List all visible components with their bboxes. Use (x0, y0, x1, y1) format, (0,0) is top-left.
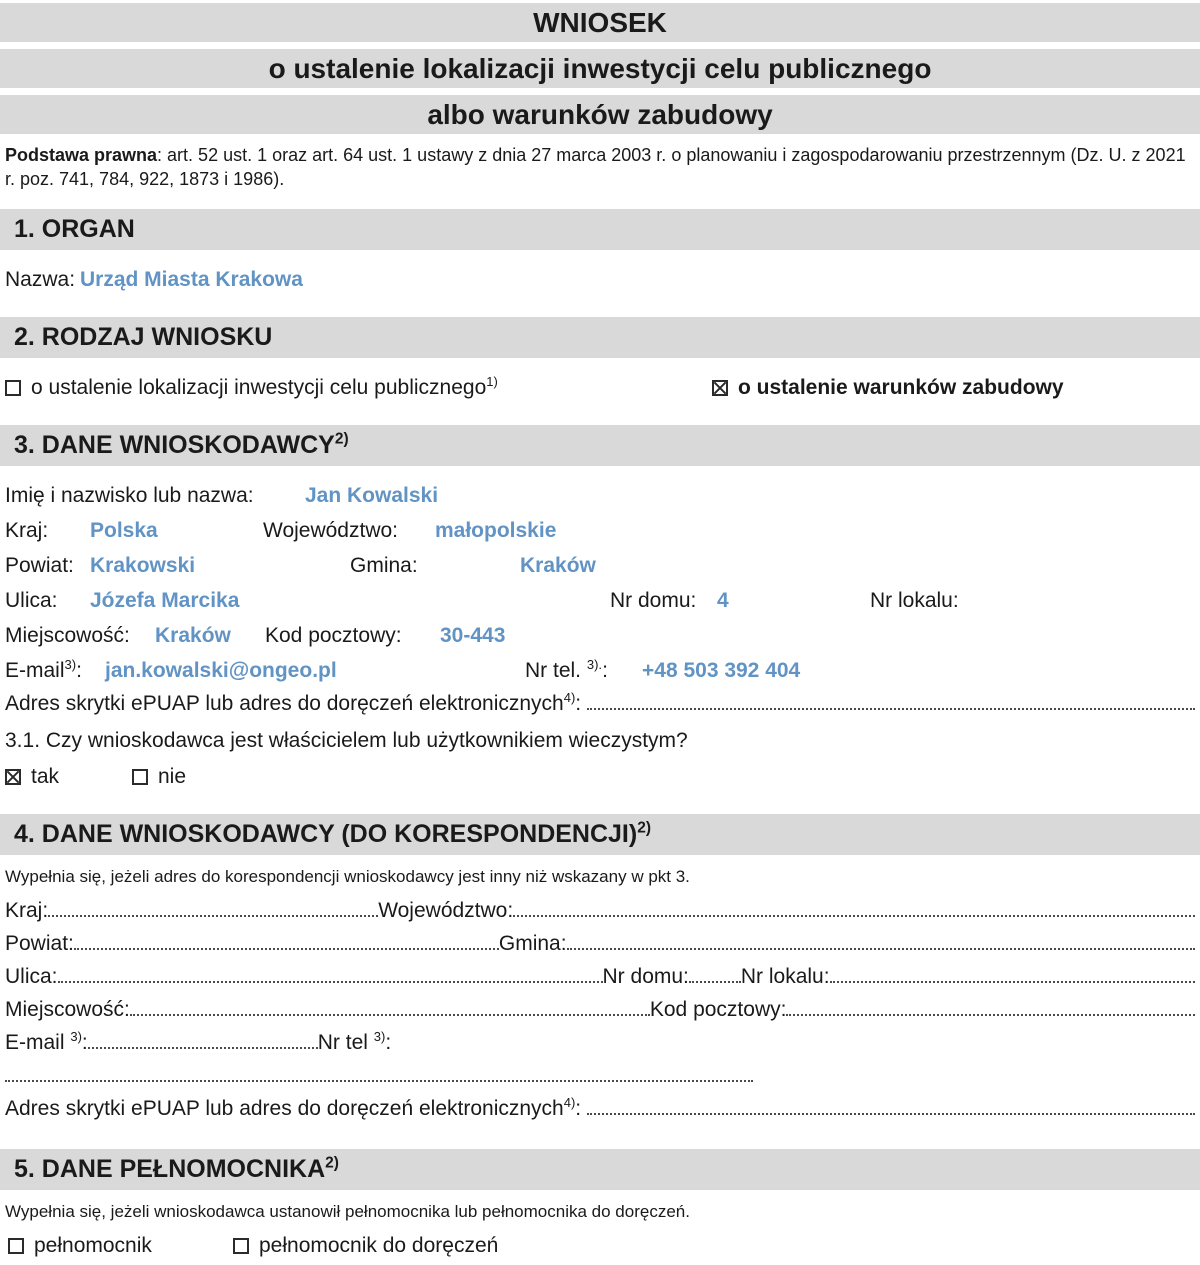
kor-street-row (5, 963, 1195, 996)
option-warunki (712, 376, 1064, 400)
footnote-ref-2c: 2) (325, 1154, 339, 1172)
organ-name-row (5, 264, 1195, 299)
request-type-row (5, 372, 1195, 407)
kor-commune-label: Gmina: (498, 931, 567, 955)
kor-email-phone-row (5, 1029, 1195, 1062)
ownership-question-row (5, 725, 1195, 761)
pelnomocnik-options-row (5, 1230, 1195, 1265)
kor-county-label: Powiat: (5, 931, 74, 955)
answer-nie-label: nie (158, 765, 187, 788)
country-value[interactable]: Polska (90, 519, 158, 542)
kor-city-row (5, 996, 1195, 1029)
ownership-question: 3.1. Czy wnioskodawca jest właścicielem lub użytkownikiem wieczystym? (5, 729, 688, 752)
applicant-name-value[interactable]: Jan Kowalski (305, 484, 439, 507)
korespondencja-note: Wypełnia się, jeżeli adres do korespondencji wnioskodawcy jest inny niż wskazany w pkt 3. (5, 867, 690, 886)
ownership-answer-row (5, 761, 1195, 796)
county-label: Powiat: (5, 554, 74, 577)
legal-basis (5, 143, 1194, 191)
checkbox-lokalizacja[interactable] (5, 380, 21, 396)
footnote-ref-2b: 2) (637, 819, 652, 837)
footnote-ref-2: 2) (334, 430, 349, 448)
kor-phone-field[interactable] (5, 1062, 753, 1082)
kor-epuap-field[interactable] (587, 1095, 1195, 1115)
kor-phone-label: Nr tel $^{3)}$: (317, 1028, 392, 1054)
postcode-value[interactable]: 30-443 (440, 624, 506, 647)
email-value[interactable]: jan.kowalski@ongeo.pl (105, 659, 337, 682)
legal-basis-label: Podstawa prawna (5, 145, 158, 165)
county-commune-row (5, 550, 1195, 585)
section-4-korespondencja-header: 4. DANE WNIOSKODAWCY (DO KORESPONDENCJI)$^{2)}$ (0, 814, 1200, 855)
email-label: E-mail$^{3)}$: (5, 657, 82, 682)
street-value[interactable]: Józefa Marcika (90, 589, 240, 612)
footnote-ref-4: 4) (563, 689, 576, 705)
kor-postcode-label: Kod pocztowy: (649, 997, 787, 1021)
city-label: Miejscowość: (5, 624, 130, 647)
kor-house-number-field[interactable] (689, 963, 741, 983)
checkbox-warunki[interactable] (712, 380, 728, 396)
city-postcode-row (5, 620, 1195, 655)
phone-value[interactable]: +48 503 392 404 (642, 659, 801, 682)
kor-city-label: Miejscowość: (5, 997, 130, 1021)
kor-street-field[interactable] (58, 963, 603, 983)
epuap-label: Adres skrytki ePUAP lub adres do doręczeń elektronicznych$^{4)}$: (5, 689, 582, 715)
street-label: Ulica: (5, 589, 58, 612)
county-value[interactable]: Krakowski (90, 554, 196, 577)
kor-email-field[interactable] (88, 1029, 318, 1049)
section-3-dane-header: 3. DANE WNIOSKODAWCY$^{2)}$ (0, 425, 1200, 466)
option-pelnomocnik-doreczen (233, 1234, 498, 1258)
answer-tak (5, 765, 59, 789)
applicant-name-label: Imię i nazwisko lub nazwa: (5, 484, 254, 507)
kor-county-field[interactable] (74, 930, 499, 950)
section-2-rodzaj-header: 2. RODZAJ WNIOSKU (0, 317, 1200, 358)
checkbox-pelnomocnik[interactable] (8, 1238, 24, 1254)
section-1-organ-header: 1. ORGAN (0, 209, 1200, 250)
kor-epuap-label: Adres skrytki ePUAP lub adres do doręczeń elektronicznych$^{4)}$: (5, 1094, 582, 1120)
footnote-ref-3d: 3) (373, 1028, 386, 1044)
voivodeship-value[interactable]: małopolskie (435, 519, 557, 542)
commune-value[interactable]: Kraków (520, 554, 596, 577)
house-number-label: Nr domu: (610, 589, 697, 612)
epuap-row (5, 690, 1195, 725)
email-phone-row (5, 655, 1195, 690)
form-title-line-1: WNIOSEK (0, 3, 1200, 42)
applicant-name-row (5, 480, 1195, 515)
epuap-field[interactable] (587, 690, 1195, 710)
kor-phone-continuation-row (5, 1062, 1195, 1095)
pelnomocnik-note: Wypełnia się, jeżeli wnioskodawca ustanowił pełnomocnika lub pełnomocnika do doręczeń. (5, 1202, 690, 1221)
option-warunki-label: o ustalenie warunków zabudowy (738, 376, 1064, 399)
option-lokalizacja (5, 376, 498, 400)
footnote-ref-3c: 3) (70, 1028, 82, 1044)
kor-commune-field[interactable] (567, 930, 1195, 950)
option-pelnomocnik (8, 1234, 152, 1258)
kor-county-row (5, 930, 1195, 963)
city-value[interactable]: Kraków (155, 624, 231, 647)
form-title-line-2: o ustalenie lokalizacji inwestycji celu publicznego (0, 49, 1200, 88)
kor-postcode-field[interactable] (786, 996, 1195, 1016)
street-row (5, 585, 1195, 620)
kor-epuap-row (5, 1095, 1195, 1131)
country-voivodeship-row (5, 515, 1195, 550)
option-pelnomocnik-label: pełnomocnik (34, 1234, 152, 1257)
house-number-value[interactable]: 4 (717, 589, 729, 612)
checkbox-nie[interactable] (132, 769, 148, 785)
organ-name-label: Nazwa: (5, 268, 76, 291)
phone-label: Nr tel. $^{3).}$: (525, 657, 608, 682)
option-pelnomocnik-doreczen-label: pełnomocnik do doręczeń (259, 1234, 499, 1257)
kor-unit-number-field[interactable] (830, 963, 1195, 983)
voivodeship-label: Województwo: (263, 519, 399, 542)
legal-basis-text: : art. 52 ust. 1 oraz art. 64 ust. 1 ustawy z dnia 27 marca 2003 r. o planowaniu i zagospodarowaniu przestrzennym (Dz. U. z 2021 r. poz. 741, 784, 922, 1873 i 1986). (5, 145, 1186, 189)
kor-country-row (5, 897, 1195, 930)
checkbox-tak[interactable] (5, 769, 21, 785)
kor-country-label: Kraj: (5, 898, 49, 922)
answer-tak-label: tak (31, 765, 60, 788)
footnote-ref-3b: 3). (586, 657, 603, 672)
country-label: Kraj: (5, 519, 49, 542)
kor-voivodeship-label: Województwo: (378, 898, 514, 922)
option-lokalizacja-label: o ustalenie lokalizacji inwestycji celu publicznego$^{1)}$ (31, 374, 498, 399)
kor-city-field[interactable] (130, 996, 650, 1016)
kor-voivodeship-field[interactable] (513, 897, 1195, 917)
kor-unit-number-label: Nr lokalu: (740, 964, 830, 988)
section-5-pelnomocnik-header: 5. DANE PEŁNOMOCNIKA$^{2)}$ (0, 1149, 1200, 1190)
checkbox-pelnomocnik-doreczen[interactable] (233, 1238, 249, 1254)
unit-number-label: Nr lokalu: (870, 589, 959, 612)
commune-label: Gmina: (350, 554, 418, 577)
kor-house-number-label: Nr domu: (602, 964, 689, 988)
form-title-line-3: albo warunków zabudowy (0, 95, 1200, 134)
postcode-label: Kod pocztowy: (265, 624, 402, 647)
kor-email-label: E-mail $^{3)}$: (5, 1028, 88, 1054)
kor-country-field[interactable] (48, 897, 378, 917)
footnote-ref-4b: 4) (563, 1094, 576, 1110)
organ-name-value[interactable]: Urząd Miasta Krakowa (80, 268, 303, 291)
footnote-ref-3: 3) (64, 657, 77, 672)
footnote-ref-1: 1) (486, 374, 498, 389)
kor-street-label: Ulica: (5, 964, 58, 988)
answer-nie (132, 765, 186, 789)
